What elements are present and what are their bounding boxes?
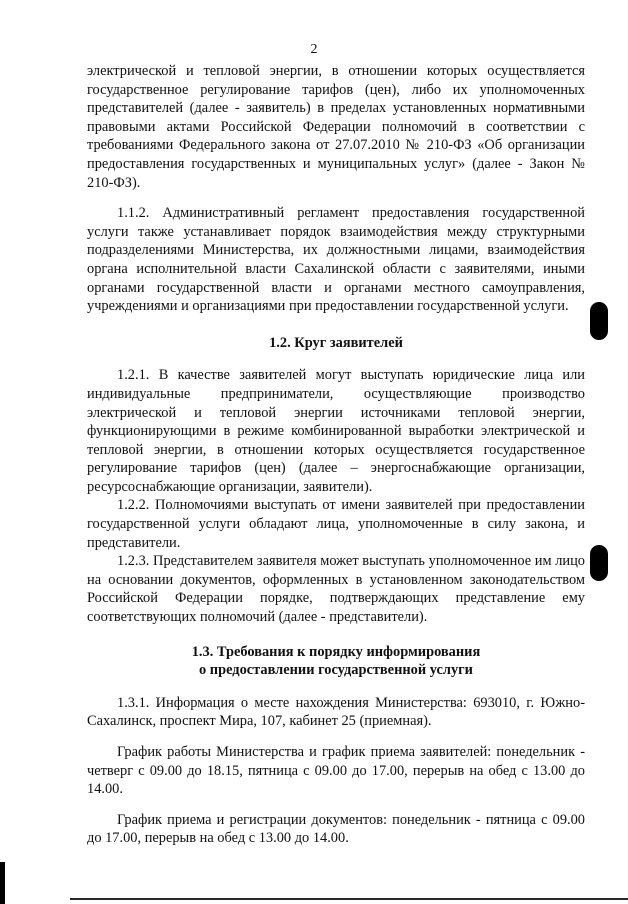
paragraph-1-3-1: 1.3.1. Информация о месте нахождения Министерства: 693010, г. Южно-Сахалинск, проспект Мира, 107, кабинет 25 (приемная). [87,694,585,730]
paragraph-1-2-2: 1.2.2. Полномочиями выступать от имени заявителей при предоставлении государственной услуги обладают лица, уполномоченные в силу закона, и представители. [87,497,585,551]
scan-edge-mark [0,862,5,904]
paragraph-reception-schedule: График приема и регистрации документов: понедельник - пятница с 09.00 до 17.00, перерыв на обед с 13.00 до 14.00. [87,811,585,847]
paragraph-continuation: электрической и тепловой энергии, в отношении которых осуществляется государственное регулирование тарифов (цен), либо их уполномоченных представителей (далее - заявитель) в пределах установленных нормативными правовыми актами Российской Федерации полномочий в соответствии с требованиями Федерального закона от 27.07.2010 № 210-ФЗ «Об организации предоставления государственных и муниципальных услуг» (далее - Закон № 210-ФЗ). [87,63,585,191]
paragraph-work-schedule: График работы Министерства и график приема заявителей: понедельник - четверг с 09.00 до 18.15, пятница с 09.00 до 17.00, перерыв на обед с 13.00 до 14.00. [87,744,585,798]
scan-bottom-edge [70,898,628,900]
punch-hole-lower [590,545,608,581]
paragraph-1-2-1: 1.2.1. В качестве заявителей могут выступать юридические лица или индивидуальные предприниматели, осуществляющие производство электрической и тепловой энергии источниками тепловой энергии, функционирующими в режиме комбинированной выработки электрической и тепловой энергии, в отношении которых осуществляется государственное регулирование тарифов (цен) (далее – энергоснабжающие организации, ресурсоснабжающие организации, заявители). [87,367,585,495]
paragraph-1-2-3: 1.2.3. Представителем заявителя может выступать уполномоченное им лицо на основании документов, оформленных в установленном законодательством Российской Федерации порядке, подтверждающих представление ему соответствующих полномочий (далее - представители). [87,553,585,626]
punch-hole-upper [590,302,608,340]
paragraph-1-1-2: 1.1.2. Административный регламент предоставления государственной услуги также устанавливает порядок взаимодействия между структурными подразделениями Министерства, их должностными лицами, взаимодействия органа исполнительной власти Сахалинской области с заявителями, иными органами государственной власти и органами местного самоуправления, учреждениями и организациями при предоставлении государственной услуги. [87,205,585,315]
document-body [87,62,585,848]
section-heading-1-3-line2: о предоставлении государственной услуги [199,662,473,679]
section-heading-1-2: 1.2. Круг заявителей [269,334,403,351]
section-heading-1-3 [87,643,585,680]
section-heading-1-3-line1: 1.3. Требования к порядку информирования [191,643,481,660]
page-number: 2 [310,42,318,57]
